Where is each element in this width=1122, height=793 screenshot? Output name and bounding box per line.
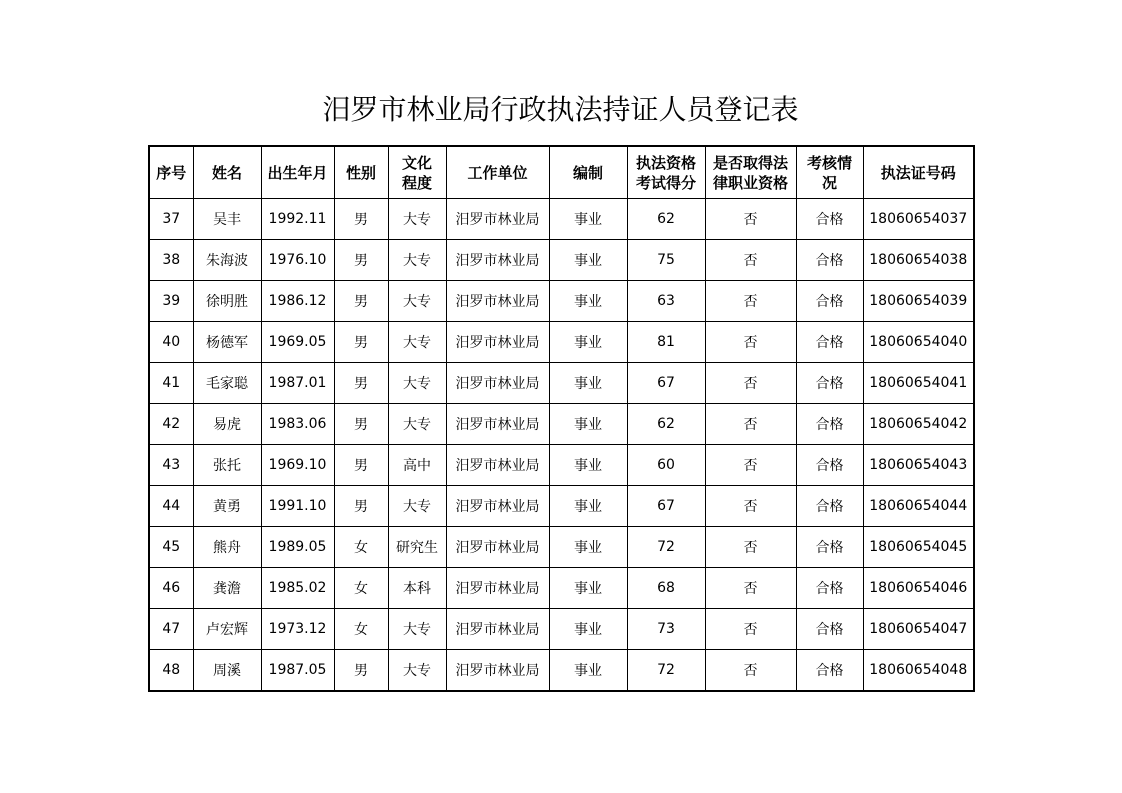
table-row (149, 240, 974, 281)
cell-legal-qual: 否 (705, 609, 796, 650)
cell-no: 42 (149, 404, 193, 445)
cell-unit: 汨罗市林业局 (446, 322, 549, 363)
column-header-education (388, 146, 446, 199)
cell-unit: 汨罗市林业局 (446, 281, 549, 322)
cell-gender: 女 (334, 527, 388, 568)
column-header-name: 姓名 (193, 146, 261, 199)
cell-birth: 1985.02 (261, 568, 334, 609)
cell-cert-no: 18060654040 (863, 322, 974, 363)
cell-staffing: 事业 (549, 527, 627, 568)
cell-name: 徐明胜 (193, 281, 261, 322)
table-row (149, 609, 974, 650)
table-row (149, 568, 974, 609)
cell-staffing: 事业 (549, 199, 627, 240)
cell-education: 大专 (388, 486, 446, 527)
cell-cert-no: 18060654041 (863, 363, 974, 404)
cell-no: 39 (149, 281, 193, 322)
cell-score: 67 (627, 486, 705, 527)
cell-birth: 1992.11 (261, 199, 334, 240)
cell-education: 大专 (388, 322, 446, 363)
cell-no: 37 (149, 199, 193, 240)
cell-cert-no: 18060654046 (863, 568, 974, 609)
column-header-assessment (796, 146, 863, 199)
cell-gender: 女 (334, 609, 388, 650)
cell-education: 研究生 (388, 527, 446, 568)
column-header-cert-no: 执法证号码 (863, 146, 974, 199)
cell-legal-qual: 否 (705, 281, 796, 322)
cell-score: 63 (627, 281, 705, 322)
cell-birth: 1976.10 (261, 240, 334, 281)
cell-name: 张托 (193, 445, 261, 486)
table-row (149, 281, 974, 322)
cell-gender: 男 (334, 486, 388, 527)
cell-assessment: 合格 (796, 650, 863, 692)
cell-cert-no: 18060654037 (863, 199, 974, 240)
cell-name: 易虎 (193, 404, 261, 445)
cell-gender: 男 (334, 363, 388, 404)
cell-no: 48 (149, 650, 193, 692)
table-body (149, 199, 974, 692)
cell-score: 75 (627, 240, 705, 281)
column-header-staffing: 编制 (549, 146, 627, 199)
cell-assessment: 合格 (796, 363, 863, 404)
cell-birth: 1987.05 (261, 650, 334, 692)
column-header-assessment-text: 考核情况 (806, 153, 852, 192)
column-header-education-text: 文化程度 (401, 153, 432, 192)
cell-staffing: 事业 (549, 240, 627, 281)
cell-legal-qual: 否 (705, 404, 796, 445)
table-row (149, 650, 974, 692)
cell-legal-qual: 否 (705, 486, 796, 527)
cell-unit: 汨罗市林业局 (446, 363, 549, 404)
cell-birth: 1983.06 (261, 404, 334, 445)
cell-legal-qual: 否 (705, 199, 796, 240)
table-row (149, 527, 974, 568)
cell-education: 大专 (388, 281, 446, 322)
cell-birth: 1989.05 (261, 527, 334, 568)
cell-staffing: 事业 (549, 445, 627, 486)
column-header-legal-qual-text: 是否取得法律职业资格 (712, 153, 788, 192)
table-row (149, 445, 974, 486)
cell-no: 44 (149, 486, 193, 527)
cell-staffing: 事业 (549, 486, 627, 527)
column-header-legal-qual (705, 146, 796, 199)
cell-legal-qual: 否 (705, 445, 796, 486)
cell-name: 卢宏辉 (193, 609, 261, 650)
cell-assessment: 合格 (796, 486, 863, 527)
table-row (149, 486, 974, 527)
cell-education: 大专 (388, 650, 446, 692)
cell-education: 大专 (388, 363, 446, 404)
cell-staffing: 事业 (549, 281, 627, 322)
cell-staffing: 事业 (549, 609, 627, 650)
column-header-gender: 性别 (334, 146, 388, 199)
cell-name: 朱海波 (193, 240, 261, 281)
cell-gender: 男 (334, 322, 388, 363)
column-header-score-text: 执法资格考试得分 (635, 153, 696, 192)
cell-no: 43 (149, 445, 193, 486)
cell-assessment: 合格 (796, 568, 863, 609)
cell-gender: 男 (334, 650, 388, 692)
cell-no: 41 (149, 363, 193, 404)
cell-birth: 1973.12 (261, 609, 334, 650)
cell-legal-qual: 否 (705, 650, 796, 692)
register-table (148, 145, 975, 692)
cell-legal-qual: 否 (705, 363, 796, 404)
cell-no: 38 (149, 240, 193, 281)
cell-no: 45 (149, 527, 193, 568)
cell-score: 72 (627, 650, 705, 692)
cell-gender: 女 (334, 568, 388, 609)
column-header-score (627, 146, 705, 199)
cell-score: 60 (627, 445, 705, 486)
cell-staffing: 事业 (549, 404, 627, 445)
cell-cert-no: 18060654045 (863, 527, 974, 568)
cell-assessment: 合格 (796, 199, 863, 240)
cell-name: 毛家聪 (193, 363, 261, 404)
cell-score: 68 (627, 568, 705, 609)
column-header-unit: 工作单位 (446, 146, 549, 199)
cell-legal-qual: 否 (705, 240, 796, 281)
cell-legal-qual: 否 (705, 527, 796, 568)
cell-unit: 汨罗市林业局 (446, 199, 549, 240)
cell-assessment: 合格 (796, 322, 863, 363)
cell-unit: 汨罗市林业局 (446, 404, 549, 445)
cell-unit: 汨罗市林业局 (446, 527, 549, 568)
column-header-no: 序号 (149, 146, 193, 199)
table-row (149, 322, 974, 363)
cell-assessment: 合格 (796, 527, 863, 568)
table-row (149, 199, 974, 240)
cell-score: 72 (627, 527, 705, 568)
cell-gender: 男 (334, 404, 388, 445)
cell-assessment: 合格 (796, 240, 863, 281)
cell-score: 62 (627, 404, 705, 445)
cell-staffing: 事业 (549, 568, 627, 609)
cell-birth: 1969.05 (261, 322, 334, 363)
cell-assessment: 合格 (796, 281, 863, 322)
cell-birth: 1986.12 (261, 281, 334, 322)
cell-staffing: 事业 (549, 650, 627, 692)
cell-unit: 汨罗市林业局 (446, 240, 549, 281)
cell-cert-no: 18060654044 (863, 486, 974, 527)
cell-birth: 1969.10 (261, 445, 334, 486)
cell-gender: 男 (334, 199, 388, 240)
cell-gender: 男 (334, 445, 388, 486)
cell-staffing: 事业 (549, 363, 627, 404)
cell-name: 杨德军 (193, 322, 261, 363)
cell-unit: 汨罗市林业局 (446, 609, 549, 650)
cell-no: 40 (149, 322, 193, 363)
cell-education: 大专 (388, 240, 446, 281)
cell-education: 高中 (388, 445, 446, 486)
cell-education: 大专 (388, 609, 446, 650)
cell-unit: 汨罗市林业局 (446, 650, 549, 692)
cell-no: 46 (149, 568, 193, 609)
cell-cert-no: 18060654042 (863, 404, 974, 445)
page-title: 汨罗市林业局行政执法持证人员登记表 (322, 93, 799, 126)
cell-legal-qual: 否 (705, 568, 796, 609)
cell-gender: 男 (334, 240, 388, 281)
cell-education: 本科 (388, 568, 446, 609)
cell-assessment: 合格 (796, 404, 863, 445)
cell-name: 龚澹 (193, 568, 261, 609)
cell-birth: 1987.01 (261, 363, 334, 404)
cell-cert-no: 18060654048 (863, 650, 974, 692)
cell-score: 81 (627, 322, 705, 363)
cell-cert-no: 18060654038 (863, 240, 974, 281)
cell-legal-qual: 否 (705, 322, 796, 363)
table-row (149, 404, 974, 445)
cell-unit: 汨罗市林业局 (446, 568, 549, 609)
cell-gender: 男 (334, 281, 388, 322)
cell-birth: 1991.10 (261, 486, 334, 527)
cell-name: 周溪 (193, 650, 261, 692)
cell-unit: 汨罗市林业局 (446, 445, 549, 486)
cell-cert-no: 18060654043 (863, 445, 974, 486)
cell-assessment: 合格 (796, 609, 863, 650)
table-header-row (149, 146, 974, 199)
cell-education: 大专 (388, 404, 446, 445)
cell-score: 73 (627, 609, 705, 650)
cell-name: 熊舟 (193, 527, 261, 568)
column-header-birth: 出生年月 (261, 146, 334, 199)
cell-assessment: 合格 (796, 445, 863, 486)
cell-score: 62 (627, 199, 705, 240)
cell-name: 吴丰 (193, 199, 261, 240)
table-row (149, 363, 974, 404)
cell-staffing: 事业 (549, 322, 627, 363)
cell-unit: 汨罗市林业局 (446, 486, 549, 527)
cell-education: 大专 (388, 199, 446, 240)
cell-cert-no: 18060654047 (863, 609, 974, 650)
cell-no: 47 (149, 609, 193, 650)
cell-name: 黄勇 (193, 486, 261, 527)
cell-cert-no: 18060654039 (863, 281, 974, 322)
cell-score: 67 (627, 363, 705, 404)
